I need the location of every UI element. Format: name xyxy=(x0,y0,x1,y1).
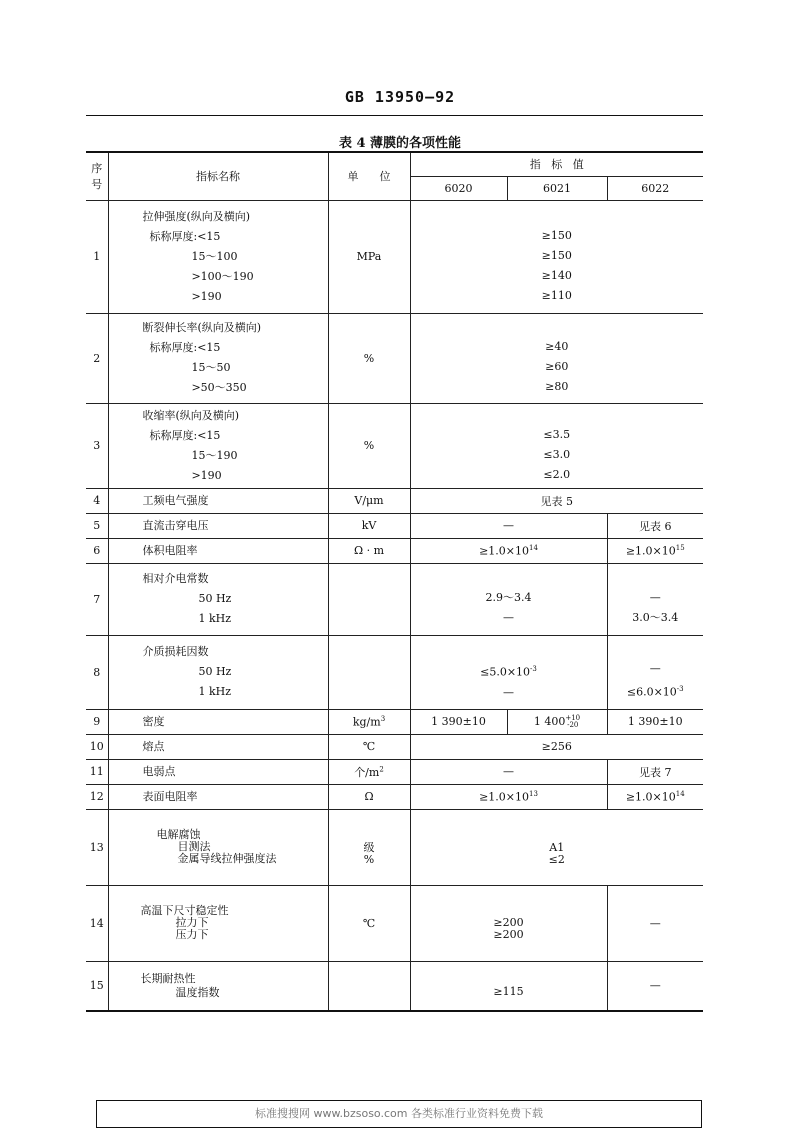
header-rule xyxy=(86,115,703,116)
row-number: 12 xyxy=(86,784,108,809)
value: — 3.0～3.4 xyxy=(607,563,703,635)
unit: Ω · m xyxy=(328,538,410,563)
value: — xyxy=(607,961,703,1011)
property-name: 工频电气强度 xyxy=(108,488,328,513)
table-row xyxy=(86,759,703,784)
row-number: 6 xyxy=(86,538,108,563)
unit xyxy=(328,635,410,709)
value: 1 390±10 xyxy=(410,709,507,734)
property-name: 熔点 xyxy=(108,734,328,759)
footer-banner: 标准搜搜网 www.bzsoso.com 各类标准行业资料免费下载 xyxy=(96,1100,702,1128)
row-number: 13 xyxy=(86,809,108,885)
table-row xyxy=(86,488,703,513)
row-number: 8 xyxy=(86,635,108,709)
value: $\ge 1.0\times 10^{14}$ xyxy=(607,784,703,809)
value: A1 ≤2 xyxy=(410,809,703,885)
value: ≥40 ≥60 ≥80 xyxy=(410,313,703,403)
table-row xyxy=(86,784,703,809)
row-number: 9 xyxy=(86,709,108,734)
table-row xyxy=(86,809,703,885)
value: $\le 5.0\times 10^{-3}$ — xyxy=(410,635,607,709)
grade-6021: 6021 xyxy=(507,176,607,200)
row-number: 14 xyxy=(86,885,108,961)
property-name: 电弱点 xyxy=(108,759,328,784)
unit: kV xyxy=(328,513,410,538)
property-name: 电解腐蚀 目测法 金属导线拉伸强度法 xyxy=(108,809,328,885)
table-caption: 表 4 薄膜的各项性能 xyxy=(338,136,462,151)
unit: V/μm xyxy=(328,488,410,513)
table-row xyxy=(86,635,703,709)
value: 见表 5 xyxy=(410,488,703,513)
value: ≤3.5 ≤3.0 ≤2.0 xyxy=(410,403,703,488)
properties-table xyxy=(86,151,703,1012)
col-header-unit: 单 位 xyxy=(328,152,410,200)
value: $\ge 1.0\times 10^{14}$ xyxy=(410,538,607,563)
table-row xyxy=(86,734,703,759)
row-number: 11 xyxy=(86,759,108,784)
value: 见表 7 xyxy=(607,759,703,784)
col-header-name: 指标名称 xyxy=(108,152,328,200)
row-number: 4 xyxy=(86,488,108,513)
property-name: 高温下尺寸稳定性 拉力下 压力下 xyxy=(108,885,328,961)
value: — xyxy=(410,759,607,784)
value: ≥200 ≥200 xyxy=(410,885,607,961)
property-name: 体积电阻率 xyxy=(108,538,328,563)
value: — xyxy=(410,513,607,538)
row-number: 7 xyxy=(86,563,108,635)
unit: $kg/m^3$ xyxy=(328,709,410,734)
table-row xyxy=(86,403,703,488)
row-number: 10 xyxy=(86,734,108,759)
table-row xyxy=(86,200,703,313)
table-row xyxy=(86,885,703,961)
row-number: 5 xyxy=(86,513,108,538)
unit: % xyxy=(328,403,410,488)
value: ≥256 xyxy=(410,734,703,759)
table-row xyxy=(86,961,703,1011)
value: 2.9～3.4 — xyxy=(410,563,607,635)
value: 1 390±10 xyxy=(607,709,703,734)
property-name: 介质损耗因数 50 Hz 1 kHz xyxy=(108,635,328,709)
unit: Ω xyxy=(328,784,410,809)
row-number: 2 xyxy=(86,313,108,403)
property-name: 断裂伸长率(纵向及横向) 标称厚度:<15 15～50 >50～350 xyxy=(108,313,328,403)
value: $\ge 1.0\times 10^{15}$ xyxy=(607,538,703,563)
table-row xyxy=(86,313,703,403)
row-number: 15 xyxy=(86,961,108,1011)
grade-6022: 6022 xyxy=(607,176,703,200)
unit: ℃ xyxy=(328,885,410,961)
unit: % xyxy=(328,313,410,403)
table-row xyxy=(86,563,703,635)
col-header-no: 序号 xyxy=(86,152,108,200)
property-name: 长期耐热性 温度指数 xyxy=(108,961,328,1011)
property-name: 收缩率(纵向及横向) 标称厚度:<15 15～190 >190 xyxy=(108,403,328,488)
table-row xyxy=(86,538,703,563)
property-name: 直流击穿电压 xyxy=(108,513,328,538)
unit: 个$/m^2$ xyxy=(328,759,410,784)
value: — $\le 6.0\times 10^{-3}$ xyxy=(607,635,703,709)
unit xyxy=(328,563,410,635)
unit xyxy=(328,961,410,1011)
value: — xyxy=(607,885,703,961)
row-number: 1 xyxy=(86,200,108,313)
unit: ℃ xyxy=(328,734,410,759)
value: 1 400 +10 -20 xyxy=(507,709,607,734)
grade-6020: 6020 xyxy=(410,176,507,200)
value: ≥115 xyxy=(410,961,607,1011)
value: $\ge 1.0\times 10^{13}$ xyxy=(410,784,607,809)
table-row xyxy=(86,513,703,538)
property-name: 相对介电常数 50 Hz 1 kHz xyxy=(108,563,328,635)
row-number: 3 xyxy=(86,403,108,488)
standard-number: GB 13950—92 xyxy=(344,88,456,106)
unit: 级 % xyxy=(328,809,410,885)
value: ≥150 ≥150 ≥140 ≥110 xyxy=(410,200,703,313)
property-name: 表面电阻率 xyxy=(108,784,328,809)
value: 见表 6 xyxy=(607,513,703,538)
property-name: 拉伸强度(纵向及横向) 标称厚度:<15 15～100 >100～190 >190 xyxy=(108,200,328,313)
col-header-value: 指 标 值 xyxy=(410,152,703,176)
table-row xyxy=(86,709,703,734)
unit: MPa xyxy=(328,200,410,313)
property-name: 密度 xyxy=(108,709,328,734)
